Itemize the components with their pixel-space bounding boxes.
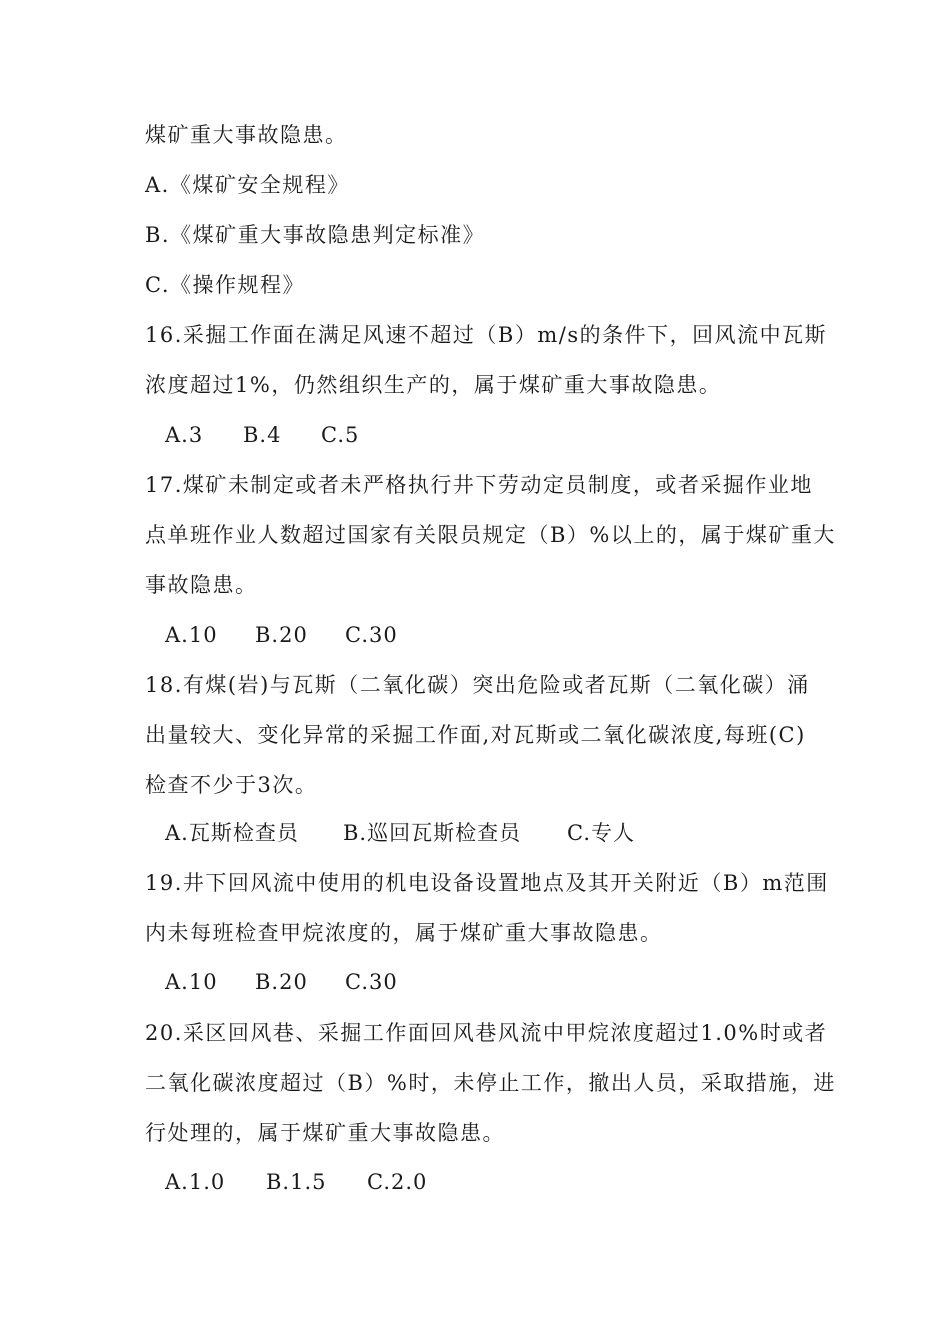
question-18-line-2: 出量较大、变化异常的采掘工作面,对瓦斯或二氧化碳浓度,每班(C) — [145, 723, 806, 747]
question-19-line-1: 19.井下回风流中使用的机电设备设置地点及其开关附近（B）m范围 — [145, 871, 829, 895]
question-20-line-1: 20.采区回风巷、采掘工作面回风巷风流中甲烷浓度超过1.0%时或者 — [145, 1021, 828, 1045]
option-a: A.1.0 — [165, 1170, 226, 1194]
question-17-options — [165, 620, 398, 650]
question-16-line-2: 浓度超过1%，仍然组织生产的，属于煤矿重大事故隐患。 — [145, 373, 722, 397]
option-c: C.专人 — [567, 821, 635, 845]
option-a: A.10 — [165, 623, 218, 647]
option-a: A.3 — [165, 423, 204, 447]
question-18-line-3: 检查不少于3次。 — [145, 773, 318, 797]
option-b: B.4 — [243, 423, 282, 447]
question-19-options — [165, 967, 398, 997]
question-17-line-1: 17.煤矿未制定或者未严格执行井下劳动定员制度，或者采掘作业地 — [145, 473, 813, 497]
question-16-options — [165, 420, 359, 450]
option-line: C.《操作规程》 — [145, 273, 305, 297]
question-19-line-2: 内未每班检查甲烷浓度的，属于煤矿重大事故隐患。 — [145, 921, 663, 945]
question-16-line-1: 16.采掘工作面在满足风速不超过（B）m/s的条件下，回风流中瓦斯 — [145, 323, 828, 347]
option-a: A.瓦斯检查员 — [165, 821, 299, 845]
option-line: A.《煤矿安全规程》 — [145, 173, 350, 197]
option-b: B.20 — [255, 970, 308, 994]
question-18-line-1: 18.有煤(岩)与瓦斯（二氧化碳）突出危险或者瓦斯（二氧化碳）涌 — [145, 673, 810, 697]
question-20-line-3: 行处理的，属于煤矿重大事故隐患。 — [145, 1121, 505, 1145]
text-line: 煤矿重大事故隐患。 — [145, 123, 348, 147]
question-18-options — [165, 818, 635, 848]
option-c: C.30 — [345, 623, 398, 647]
option-line: B.《煤矿重大事故隐患判定标准》 — [145, 223, 486, 247]
option-c: C.5 — [321, 423, 360, 447]
option-a: A.10 — [165, 970, 218, 994]
question-20-line-2: 二氧化碳浓度超过（B）%时，未停止工作，撤出人员，采取措施，进 — [145, 1071, 836, 1095]
option-b: B.20 — [255, 623, 308, 647]
question-17-line-3: 事故隐患。 — [145, 573, 258, 597]
option-c: C.30 — [345, 970, 398, 994]
question-20-options — [165, 1167, 427, 1197]
option-b: B.1.5 — [266, 1170, 327, 1194]
option-c: C.2.0 — [367, 1170, 428, 1194]
option-b: B.巡回瓦斯检查员 — [343, 821, 522, 845]
question-17-line-2: 点单班作业人数超过国家有关限员规定（B）%以上的，属于煤矿重大 — [145, 523, 836, 547]
